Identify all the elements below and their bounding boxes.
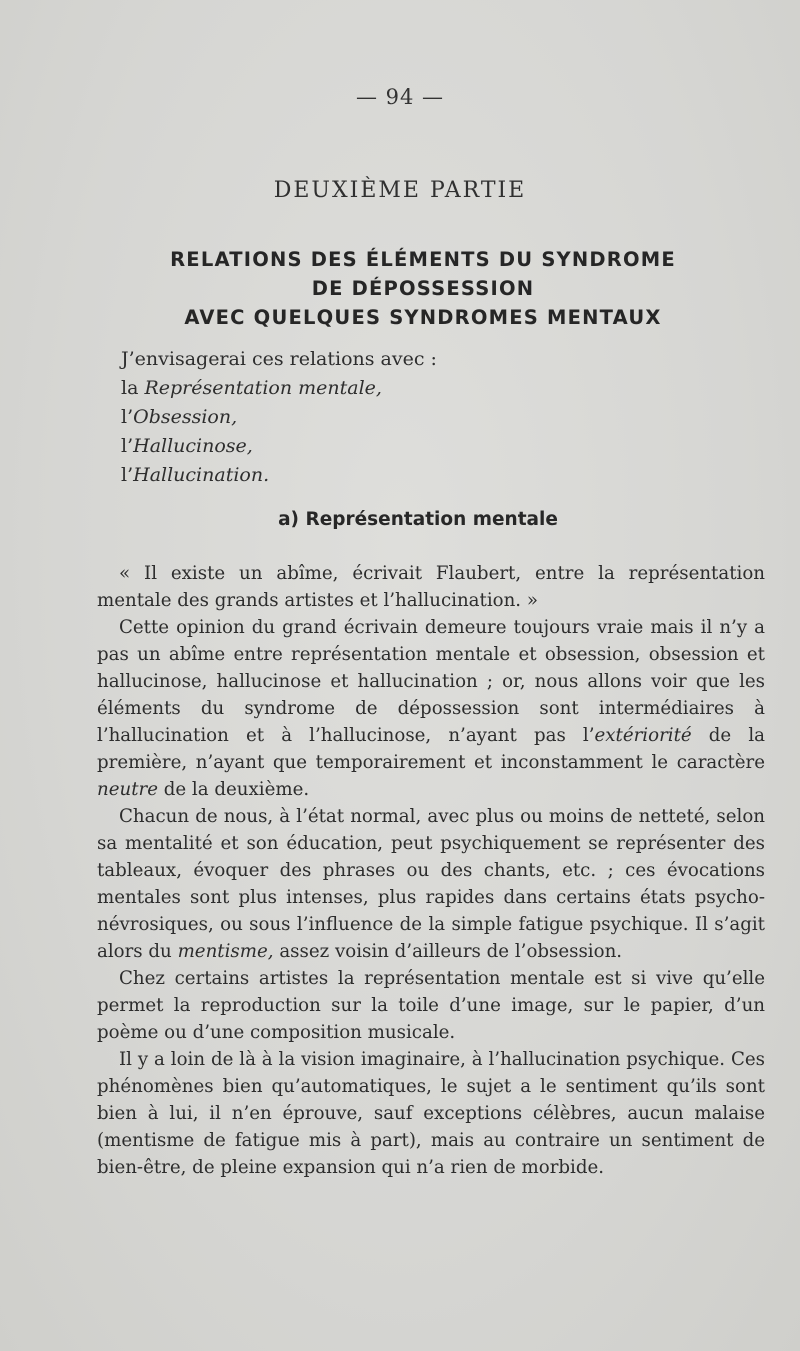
intro-item xyxy=(121,374,621,403)
intro-item-prefix: l’ xyxy=(121,406,134,428)
intro-item-term: Hallucination. xyxy=(133,464,270,486)
chapter-heading-line-2: DE DÉPOSSESSION xyxy=(311,277,535,300)
intro-item-prefix: la xyxy=(121,377,145,399)
intro-list xyxy=(121,345,621,490)
paragraph-2-text-a: Cette opinion du grand écrivain demeure toujours vraie mais il n’y a pas un abîme entre représentation mentale et obsession, obsession et hallucinose, hallucinose et hallucination ; or, nous allons voir que les éléments du syndrome de dépossession sont intermédiaires à l’hallucination et à l’hallucinose, n’ayant pas l’ xyxy=(97,617,765,746)
page-number: — 94 — xyxy=(355,85,445,109)
intro-item xyxy=(121,461,621,490)
intro-item-term: Obsession, xyxy=(133,406,238,428)
intro-item-prefix: l’ xyxy=(121,435,134,457)
intro-item-term: Hallucinose, xyxy=(133,435,253,457)
paragraph-2-text-c: de la deuxième. xyxy=(157,779,310,800)
paragraph-2-text-b: de la première, n’ayant que temporairement et inconstamment le caractère xyxy=(97,725,765,773)
paragraph-2-italic-exteriorite: extériorité xyxy=(594,725,692,746)
paragraph-5: Il y a loin de là à la vision imaginaire, à l’hallucination psychique. Ces phénomènes bien qu’automatiques, le sujet a le sentiment qu’ils sont bien à lui, il n’en éprouve, sauf exceptions célèbres, aucun malaise (mentisme de fatigue mis à part), mais au contraire un sentiment de bien-être, de pleine expansion qui n’a rien de morbide. xyxy=(97,1049,765,1178)
paragraph-4: Chez certains artistes la représentation mentale est si vive qu’elle permet la reproduction sur la toile d’une image, sur le papier, d’un poème ou d’une composition musicale. xyxy=(97,968,765,1043)
intro-item xyxy=(121,432,621,461)
paragraph-1: « Il existe un abîme, écrivait Flaubert, entre la représentation mentale des grands artistes et l’hallucination. » xyxy=(97,563,765,611)
part-title: DEUXIÈME PARTIE xyxy=(273,178,527,203)
chapter-heading-line-1: RELATIONS DES ÉLÉMENTS DU SYNDROME xyxy=(170,248,676,271)
section-title: a) Représentation mentale xyxy=(278,509,558,530)
chapter-heading xyxy=(108,245,738,332)
paragraph-2 xyxy=(97,614,765,803)
intro-item-term: Représentation mentale, xyxy=(144,377,382,399)
intro-lead: J’envisagerai ces relations avec : xyxy=(121,348,437,370)
paragraph-3-italic-mentisme: mentisme, xyxy=(177,941,274,962)
body-text xyxy=(97,560,765,1181)
paragraph-3-text-a: Chacun de nous, à l’état normal, avec plus ou moins de netteté, selon sa mentalité et son éducation, peut psychiquement se représenter des tableaux, évoquer des phrases ou des chants, etc. ; ces évocations mentales sont plus intenses, plus rapides dans certains états psycho-névrosiques, ou sous l’influence de la simple fatigue psychique. Il s’agit alors du xyxy=(97,806,765,962)
intro-item xyxy=(121,403,621,432)
paragraph-3-text-b: assez voisin d’ailleurs de l’obsession. xyxy=(273,941,623,962)
intro-item-prefix: l’ xyxy=(121,464,134,486)
chapter-heading-line-3: AVEC QUELQUES SYNDROMES MENTAUX xyxy=(184,306,662,329)
paragraph-2-italic-neutre: neutre xyxy=(97,779,158,800)
paragraph-3 xyxy=(97,803,765,965)
